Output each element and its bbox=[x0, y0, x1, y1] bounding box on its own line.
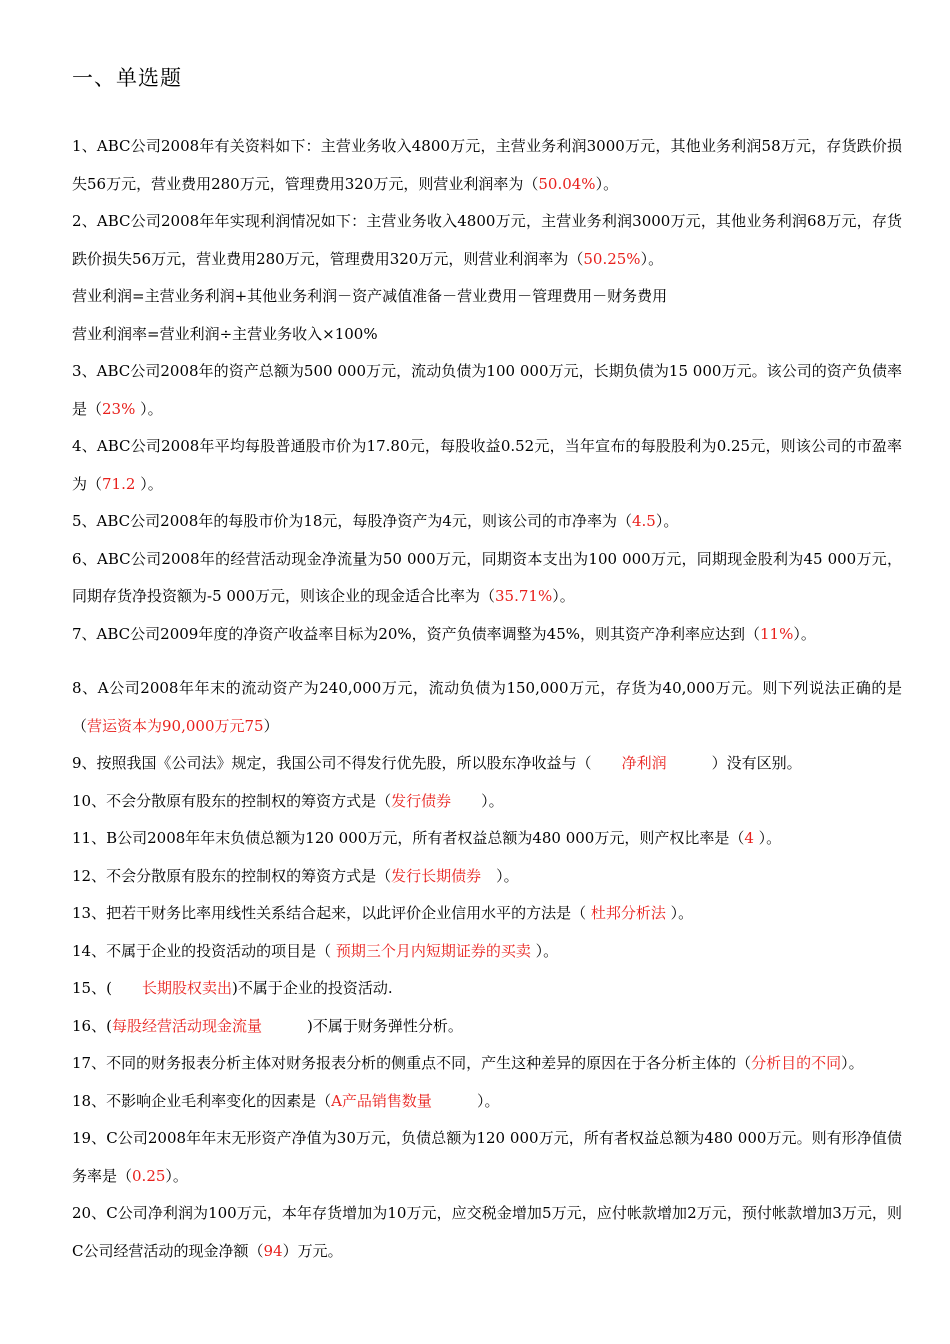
answer-text: 0.25 bbox=[132, 1166, 166, 1185]
question-7 bbox=[72, 616, 902, 654]
question-suffix: ）。 bbox=[530, 941, 559, 960]
answer-text: 分析目的不同 bbox=[751, 1054, 842, 1072]
question-text: 17、不同的财务报表分析主体对财务报表分析的侧重点不同，产生这种差异的原因在于各分析主体的（ bbox=[72, 1054, 752, 1072]
question-text: 13、把若干财务比率用线性关系结合起来，以此评价企业信用水平的方法是（ bbox=[72, 904, 591, 922]
question-suffix: )不属于财务弹性分析。 bbox=[261, 1016, 463, 1035]
question-suffix: ）。 bbox=[595, 174, 619, 193]
answer-text: 每股经营活动现金流量 bbox=[111, 1016, 262, 1035]
question-suffix: ）。 bbox=[165, 1166, 188, 1185]
question-suffix: ） bbox=[263, 716, 279, 735]
question-text: 8、A公司2008年年末的流动资产为240,000万元，流动负债为150,000万元，存货为40,000万元。则下列说法正确的是（ bbox=[72, 679, 902, 735]
answer-text: 35.71% bbox=[495, 587, 553, 605]
question-suffix: ）。 bbox=[451, 791, 504, 810]
question-suffix: ）。 bbox=[665, 904, 694, 922]
question-text: 14、不属于企业的投资活动的项目是（ bbox=[72, 941, 336, 960]
answer-text: 发行债券 bbox=[391, 791, 452, 810]
question-suffix: ）。 bbox=[552, 587, 575, 605]
answer-text: 长期股权卖出 bbox=[141, 979, 232, 997]
answer-text: 50.04% bbox=[538, 174, 596, 193]
question-suffix: ）没有区别。 bbox=[666, 754, 802, 772]
question-text: 4、ABC公司2008年平均每股普通股市价为17.80元，每股收益0.52元，当年宣布的每股股利为0.25元，则该公司的市盈率为（ bbox=[72, 437, 902, 493]
question-text: 16、( bbox=[72, 1016, 112, 1035]
question-suffix: ）。 bbox=[753, 829, 782, 847]
question-10 bbox=[72, 783, 902, 821]
question-2 bbox=[72, 203, 902, 278]
question-text: 15、( bbox=[72, 979, 142, 997]
question-3 bbox=[72, 353, 902, 428]
question-text: 11、B公司2008年年末负债总额为120 000万元，所有者权益总额为480 000万元，则产权比率是（ bbox=[72, 829, 745, 847]
answer-text: 4.5 bbox=[631, 512, 656, 530]
question-20 bbox=[72, 1195, 902, 1270]
question-16 bbox=[72, 1008, 902, 1046]
question-8 bbox=[72, 670, 902, 745]
formula-operating-margin bbox=[72, 316, 902, 354]
question-suffix: ）。 bbox=[793, 624, 816, 643]
formula-operating-profit bbox=[72, 278, 902, 316]
question-suffix: )不属于企业的投资活动. bbox=[231, 979, 393, 997]
question-suffix: ）。 bbox=[655, 512, 679, 530]
question-14 bbox=[72, 933, 902, 971]
question-18 bbox=[72, 1083, 902, 1121]
question-9 bbox=[72, 745, 902, 783]
question-11 bbox=[72, 820, 902, 858]
question-suffix: ）。 bbox=[135, 474, 163, 493]
question-5 bbox=[72, 503, 902, 541]
question-12 bbox=[72, 858, 902, 896]
answer-text: 23% bbox=[102, 399, 136, 418]
question-13 bbox=[72, 895, 902, 933]
question-17 bbox=[72, 1045, 902, 1083]
answer-text: 营运资本为90,000万元75 bbox=[87, 716, 264, 735]
question-text: 3、ABC公司2008年的资产总额为500 000万元，流动负债为100 000万元，长期负债为15 000万元。该公司的资产负债率是（ bbox=[72, 362, 902, 418]
question-text: 20、C公司净利润为100万元，本年存货增加为10万元，应交税金增加5万元，应付帐款增加2万元，预付帐款增加3万元，则C公司经营活动的现金净额（ bbox=[72, 1204, 902, 1260]
answer-text: 4 bbox=[744, 829, 754, 847]
question-6 bbox=[72, 541, 902, 616]
question-15 bbox=[72, 970, 902, 1008]
answer-text: 发行长期债券 bbox=[391, 866, 482, 885]
question-suffix: ）。 bbox=[431, 1091, 500, 1110]
question-text: 5、ABC公司2008年的每股市价为18元，每股净资产为4元，则该公司的市净率为（ bbox=[72, 512, 632, 530]
question-suffix: ）万元。 bbox=[282, 1241, 343, 1260]
answer-text: 11% bbox=[760, 624, 794, 643]
question-text: 1、ABC公司2008年有关资料如下：主营业务收入4800万元，主营业务利润3000万元，其他业务利润58万元，存货跌价损失56万元，营业费用280万元，管理费用320万元，则营业利润率为（ bbox=[72, 137, 902, 193]
question-text: 10、不会分散原有股东的控制权的筹资方式是（ bbox=[72, 791, 392, 810]
answer-text: 71.2 bbox=[102, 474, 136, 493]
formula-text: 营业利润率=营业利润÷主营业务收入×100% bbox=[72, 324, 378, 343]
answer-text: A产品销售数量 bbox=[331, 1091, 432, 1110]
question-suffix: ）。 bbox=[481, 866, 519, 885]
section-title: 一、单选题 bbox=[72, 66, 182, 90]
answer-text: 50.25% bbox=[583, 249, 641, 268]
question-4 bbox=[72, 428, 902, 503]
question-suffix: ）。 bbox=[841, 1054, 864, 1072]
question-suffix: ）。 bbox=[135, 399, 163, 418]
answer-text: 94 bbox=[263, 1241, 283, 1260]
question-text: 19、C公司2008年年末无形资产净值为30万元，负债总额为120 000万元，所有者权益总额为480 000万元。则有形净值债务率是（ bbox=[72, 1129, 902, 1185]
answer-text: 预期三个月内短期证券的买卖 bbox=[335, 941, 531, 960]
question-text: 2、ABC公司2008年年实现利润情况如下：主营业务收入4800万元，主营业务利润3000万元，其他业务利润68万元，存货跌价损失56万元，营业费用280万元，管理费用320万元，则营业利润率为（ bbox=[72, 212, 902, 268]
question-19 bbox=[72, 1120, 902, 1195]
spacer bbox=[72, 653, 902, 670]
question-1 bbox=[72, 128, 902, 203]
answer-text: 杜邦分析法 bbox=[590, 904, 666, 922]
question-text: 9、按照我国《公司法》规定，我国公司不得发行优先股，所以股东净收益与（ bbox=[72, 754, 622, 772]
question-suffix: ）。 bbox=[640, 249, 664, 268]
question-text: 7、ABC公司2009年度的净资产收益率目标为20%，资产负债率调整为45%，则其资产净利率应达到（ bbox=[72, 624, 761, 643]
question-text: 18、不影响企业毛利率变化的因素是（ bbox=[72, 1091, 332, 1110]
answer-text: 净利润 bbox=[621, 754, 667, 772]
question-text: 6、ABC公司2008年的经营活动现金净流量为50 000万元，同期资本支出为100 000万元，同期现金股利为45 000万元，同期存货净投资额为-5 000万元，则该企业的现金适合比率为（ bbox=[72, 549, 902, 605]
formula-text: 营业利润=主营业务利润+其他业务利润－资产减值准备－营业费用－管理费用－财务费用 bbox=[72, 287, 668, 305]
question-text: 12、不会分散原有股东的控制权的筹资方式是（ bbox=[72, 866, 392, 885]
question-list bbox=[72, 128, 902, 1270]
